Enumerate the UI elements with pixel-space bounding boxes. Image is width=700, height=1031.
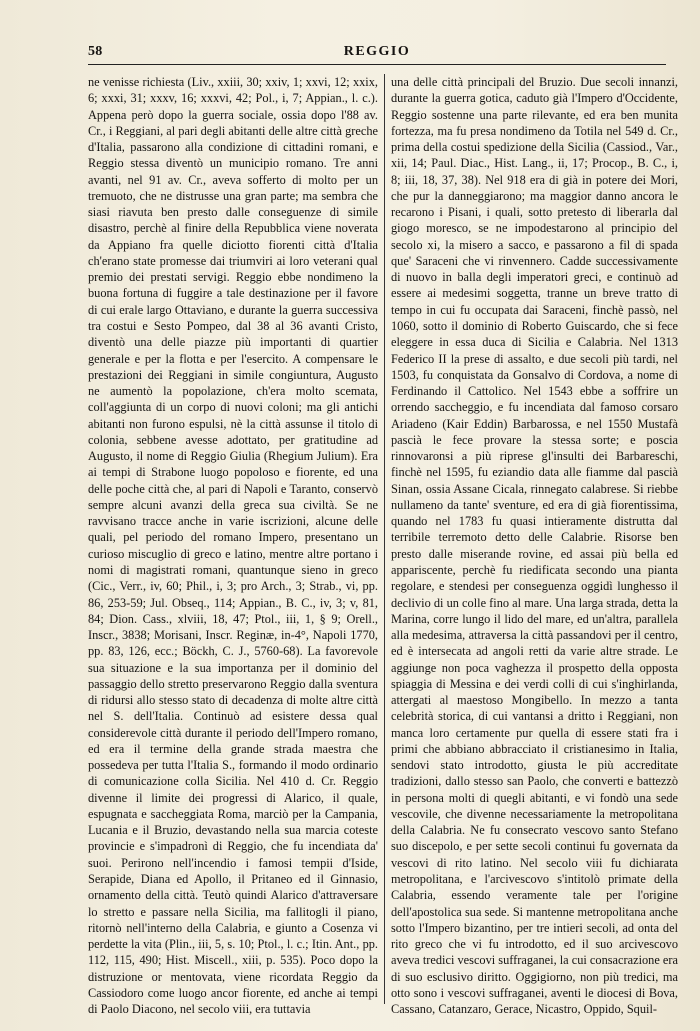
page-title: REGGIO [343, 44, 411, 59]
text-column-left [88, 74, 378, 1017]
column-divider [384, 74, 385, 1004]
running-header [88, 44, 666, 65]
body-text-right: una delle città principali del Bruzio. Due secoli innanzi, durante la guerra gotica, caduto già l'Impero d'Occidente, Reggio sostenne una parte rilevante, ed era ben munita fortezza, ma fu presa nondimeno da Totila nel 549 d. Cr., prima della costui spedizione della Sicilia (Cassiod., Var., xii, 14; Paul. Diac., Hist. Lang., ii, 17; Procop., B. C., i, 8; iii, 18, 37, 38). Nel 918 era di già in potere dei Mori, che pur la danneggiarono; ma maggior danno ancora le recarono i Pisani, i quali, sotto pretesto di liberarla dal giogo moresco, se ne impodestarono al principio del secolo xi, la misero a sacco, e passarono a fil di spada que' Saraceni che vi rinvennero. Cadde successivamente di nuovo in balla degli imperatori greci, e continuò ad essere ai medesimi soggetta, tranne un breve tratto di tempo in cui fu occupata dai Saraceni, finchè passò, nel 1060, sotto il dominio di Roberto Guiscardo, che si fece eleggere in essa duca di Sicilia e Calabria. Nel 1313 Federico II la prese di assalto, e due secoli più tardi, nel 1503, fu conquistata da Gonsalvo di Cordova, a nome di Ferdinando il Cattolico. Nel 1543 ebbe a soffrire un orrendo saccheggio, e fu incendiata dal famoso corsaro Ariadeno (Kair Eddin) Barbarossa, e nel 1550 Mustafà pascià le fece provare la stessa sorte; e poscia rinnovaronsi a più riprese gl'insulti dei Barbareschi, finchè nel 1595, fu eziandio data alle fiamme dal pascià Sinan, ossia Assane Cicala, rinnegato calabrese. Si riebbe nullameno da tante' sventure, ed era di già fiorentissima, quando nel 1783 fu quasi intieramente distrutta dal terribile terremoto detto delle Calabrie. Risorse ben presto dalle miserande rovine, ed assai più bella ed appariscente, perchè fu riedificata secondo una pianta regolare, e stendesi per conseguenza oggidì lunghesso il declivio di un colle fino al mare. Una larga strada, detta la Marina, corre lungo il lido del mare, ed un'altra, parallela alla medesima, attraversa la città passandovi per il centro, ed è intersecata ad angoli retti da varie altre strade. Le aggiunge non poca vaghezza il prospetto della opposta spiaggia di Messina e dei verdi colli di cui s'inghirlanda, attergati al maestoso Mongibello. In mezzo a tanta celebrità storica, di cui vantansi a dritto i Reggiani, non manca loro certamente pur quella di essere stati fra i primi che abbiano abbracciato il cristianesimo in Italia, sendovi stato introdotto, giusta le più accreditate tradizioni, dallo stesso san Paolo, che converti e battezzò in persona molti di quegli abitanti, e vi fondò una sede vescovile, che divenne necessariamente la metropolitana della Calabria. Ne fu consecrato vescovo santo Stefano suo discepolo, e per sette secoli continui fu governata da vescovi di rito latino. Nel secolo viii fu dichiarata metropolitana, e l'arcivescovo s'intitolò primate della Calabria, essendo veramente tale per l'origine dell'apostolica sua sede. Si mantenne metropolitana anche sotto l'Impero bizantino, per tre intieri secoli, ad onta del rito greco che vi fu introdotto, ed il suo arcivescovo aveva tredici vescovi suffraganei, la cui consacrazione era di suo esclusivo diritto. Oggigiorno, non più tredici, ma otto sono i vescovi suffraganei, aventi le diocesi di Bova, Cassano, Catanzaro, Gerace, Nicastro, Oppido, Squil- [391, 75, 678, 1017]
body-text-left: ne venisse richiesta (Liv., xxiii, 30; xxiv, 1; xxvi, 12; xxix, 6; xxxi, 31; xxxv, 16; xxxvi, 42; Pol., i, 7; Appian., l. c.). Appena però dopo la guerra sociale, ossia dopo l'88 av. Cr., i Reggiani, al pari degli abitanti delle altre città greche d'Italia, passarono alla condizione di cittadini romani, e Reggio stessa diventò un municipio romano. Tre anni avanti, nel 91 av. Cr., aveva sofferto di molto per un tremuoto, che ne distrusse una gran parte; ma sembra che siasi riavuta ben presto dalle conseguenze di simile disastro, perchè al finire della Repubblica viene noverata da Appiano fra quelle diciotto fiorenti città d'Italia ch'erano state promesse dai triumviri ai loro veterani qual premio dei prestati servigi. Reggio ebbe nondimeno la buona fortuna di fuggire a tale destinazione per il favore di cui erale largo Ottaviano, e durante la guerra successiva tra costui e Sesto Pompeo, dal 38 al 36 avanti Cristo, diventò una delle piazze più importanti di quartier generale e per la flotta e per l'esercito. A compensare le prestazioni dei Reggiani in simile congiuntura, Augusto ne aumentò la popolazione, ch'era molto scemata, coll'aggiunta di un corpo di nuovi coloni; ma gli antichi abitanti non furono espulsi, nè la città assunse il titolo di colonia, sebbene avesse adottato, per gratitudine ad Augusto, il nome di Reggio Giulia (Rhegium Julium). Era ai tempi di Strabone luogo popoloso e fiorente, ed una delle poche città che, al pari di Napoli e Taranto, conservò sempre alcuni avanzi della greca sua civiltà. Se ne ravvisano tracce anche in varie iscrizioni, alcune delle quali, pel periodo del romano Impero, presentano un curioso miscuglio di greco e latino, mentre altre portano i nomi di magistrati romani, quantunque sieno in greco (Cic., Verr., iv, 60; Phil., i, 3; pro Arch., 3; Strab., vi, pp. 86, 253-59; Jul. Obseq., 114; Appian., B. C., iv, 3; v, 81, 84; Dion. Cass., xlviii, 18, 47; Ptol., iii, 1, § 9; Orell., Inscr., 3838; Morisani, Inscr. Reginæ, in-4°, Napoli 1770, pp. 83, 126, ecc.; Böckh, C. J., 5760-68). La favorevole sua situazione e la sua importanza per il dominio del passaggio dello stretto preservarono Reggio dalla sventura di ridursi allo stesso stato di decadenza di molte altre città nel S. dell'Italia. Continuò ad esistere dessa qual considerevole città durante il periodo dell'Impero romano, ed era il termine della grande strada maestra che possedeva per tutta l'Italia S., formando il modo ordinario di comunicazione colla Sicilia. Nel 410 d. Cr. Reggio divenne il limite dei progressi di Alarico, il quale, espugnata e saccheggiata Roma, marciò per la Campania, Lucania e il Bruzio, devastando nella sua marcia coteste provincie e s'impadronì di Reggio, che fu incendiata da' suoi. Perirono nell'incendio i famosi tempii d'Iside, Serapide, Diana ed Apollo, il Pritaneo ed il Ginnasio, ornamento della città. Teutò quindi Alarico d'attraversare lo stretto e passare nella Sicilia, ma fallitogli il piano, ritornò nell'interno della Calabria, e giunto a Cosenza vi perdette la vita (Plin., iii, 5, s. 10; Ptol., l. c.; Itin. Ant., pp. 112, 115, 490; Hist. Miscell., xiii, p. 535). Poco dopo la distruzione or mentovata, viene ricordata Reggio da Cassiodoro come luogo ancor fiorente, ed anche ai tempi di Paolo Diacono, nel secolo viii, era tuttavia [88, 75, 378, 1017]
page-number: 58 [88, 44, 103, 59]
text-column-right [391, 74, 678, 1017]
